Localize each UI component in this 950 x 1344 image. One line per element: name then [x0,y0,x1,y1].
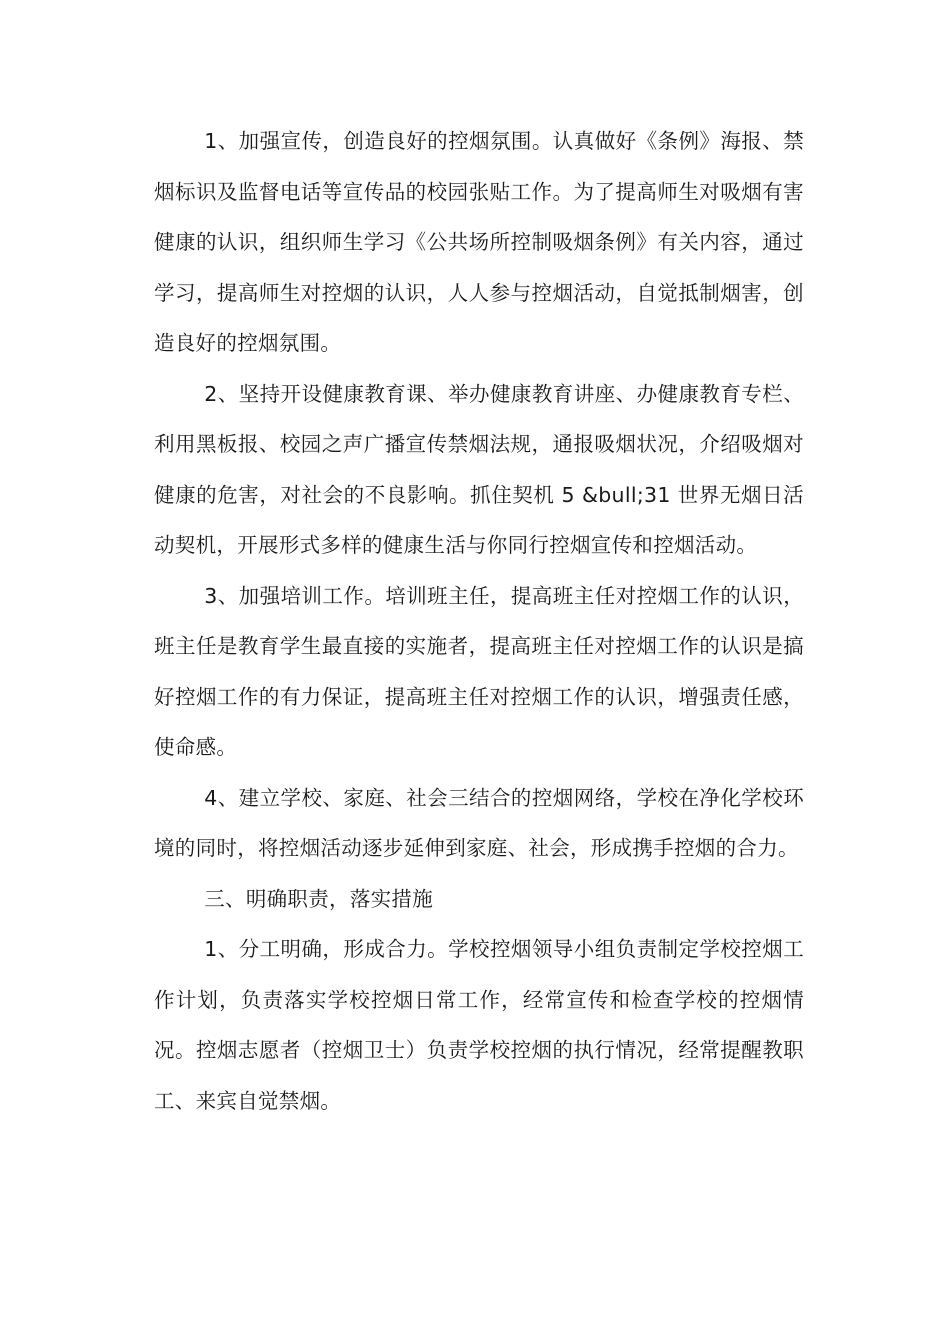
paragraph-health-education: 2、坚持开设健康教育课、举办健康教育讲座、办健康教育专栏、利用黑板报、校园之声广播宣传禁烟法规，通报吸烟状况，介绍吸烟对健康的危害，对社会的不良影响。抓住契机 5 &bull;31 世界无烟日活动契机，开展形式多样的健康生活与你同行控烟宣传和控烟活动。 [154,381,804,557]
document-body [154,116,804,1126]
paragraph-training: 3、加强培训工作。培训班主任，提高班主任对控烟工作的认识，班主任是教育学生最直接的实施者，提高班主任对控烟工作的认识是搞好控烟工作的有力保证，提高班主任对控烟工作的认识，增强责任感，使命感。 [154,583,804,759]
section-heading-responsibilities: 三、明确职责，落实措施 [204,886,434,911]
paragraph-publicity: 1、加强宣传，创造良好的控烟氛围。认真做好《条例》海报、禁烟标识及监督电话等宣传品的校园张贴工作。为了提高师生对吸烟有害健康的认识，组织师生学习《公共场所控制吸烟条例》有关内容，通过学习，提高师生对控烟的认识，人人参与控烟活动，自觉抵制烟害，创造良好的控烟氛围。 [154,129,804,355]
paragraph-division-of-labor: 1、分工明确，形成合力。学校控烟领导小组负责制定学校控烟工作计划，负责落实学校控烟日常工作，经常宣传和检查学校的控烟情况。控烟志愿者（控烟卫士）负责学校控烟的执行情况，经常提醒教职工、来宾自觉禁烟。 [154,937,804,1113]
paragraph-network: 4、建立学校、家庭、社会三结合的控烟网络，学校在净化学校环境的同时，将控烟活动逐步延伸到家庭、社会，形成携手控烟的合力。 [154,785,804,860]
